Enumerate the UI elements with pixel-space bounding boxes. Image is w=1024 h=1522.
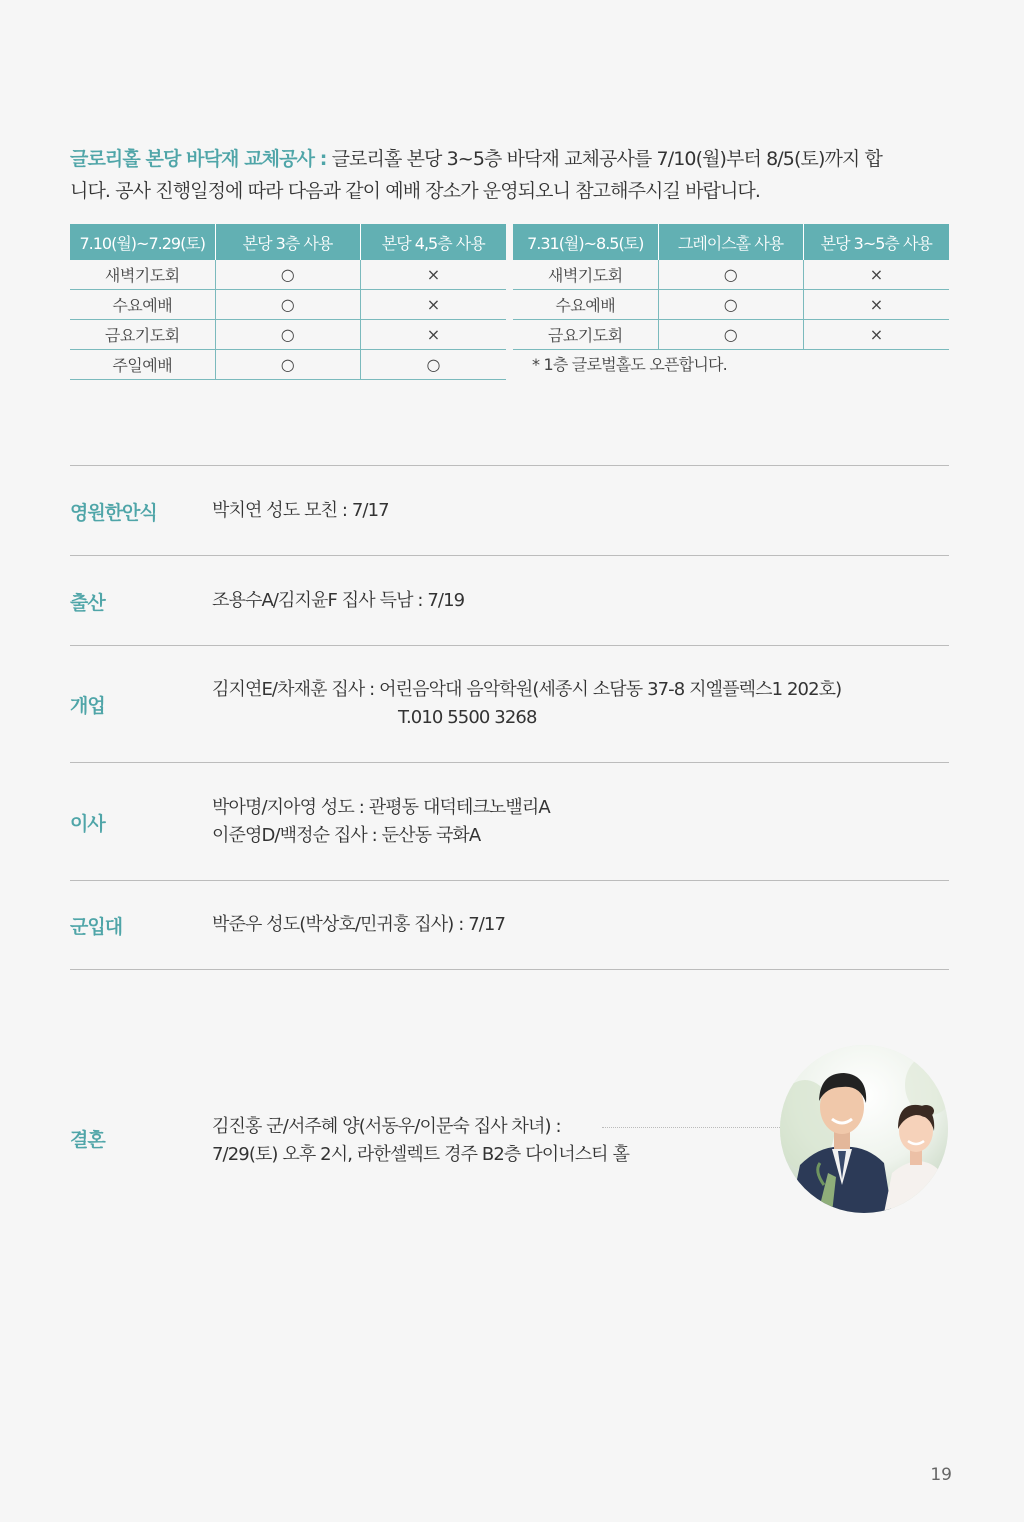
schedule-footnote: * 1층 글로벌홀도 오픈합니다.	[532, 355, 727, 374]
event-row-condolence	[70, 465, 949, 556]
availability-mark: ○	[215, 290, 360, 320]
column-header: 본당 3~5층 사용	[803, 224, 949, 260]
period-header: 7.31(월)~8.5(토)	[513, 224, 658, 260]
event-line: 김진홍 군/서주혜 양(서동우/이문숙 집사 차녀) :	[212, 1116, 561, 1137]
table-row	[513, 260, 949, 290]
column-header: 그레이스홀 사용	[658, 224, 803, 260]
availability-mark: ○	[658, 320, 803, 350]
table-row	[513, 290, 949, 320]
notice-line1: 글로리홀 본당 3~5층 바닥재 교체공사를 7/10(월)부터 8/5(토)까지 합	[326, 148, 882, 170]
event-content	[212, 587, 464, 615]
schedule-table-left	[70, 224, 506, 380]
event-row-moving	[70, 762, 949, 881]
schedule-header-row	[70, 224, 506, 260]
column-header: 본당 4,5층 사용	[360, 224, 506, 260]
event-row-enlistment	[70, 880, 949, 970]
couple-illustration	[780, 1045, 948, 1213]
period-header: 7.10(월)~7.29(토)	[70, 224, 215, 260]
event-content	[212, 676, 841, 732]
event-label: 군입대	[70, 916, 123, 938]
availability-mark: ○	[658, 290, 803, 320]
event-row-birth	[70, 555, 949, 646]
availability-mark: ○	[215, 320, 360, 350]
event-content	[212, 794, 550, 850]
service-name: 금요기도회	[70, 320, 215, 350]
wedding-couple-photo	[780, 1045, 948, 1213]
event-line: 김지연E/차재훈 집사 : 어린음악대 음악학원(세종시 소담동 37-8 지엘플렉스1 202호)	[212, 679, 842, 700]
event-label: 영원한안식	[70, 502, 157, 524]
table-row	[70, 290, 506, 320]
service-name: 새벽기도회	[70, 260, 215, 290]
notice-line2: 니다. 공사 진행일정에 따라 다음과 같이 예배 장소가 운영되오니 참고해주시길 바랍니다.	[70, 180, 761, 202]
event-content	[212, 1113, 629, 1169]
service-name: 금요기도회	[513, 320, 658, 350]
table-row	[70, 260, 506, 290]
table-row	[70, 350, 506, 380]
column-header: 본당 3층 사용	[215, 224, 360, 260]
event-content	[212, 911, 505, 939]
event-label: 개업	[70, 695, 105, 717]
schedule-table-right	[513, 224, 949, 350]
page-number: 19	[930, 1465, 952, 1485]
event-line: 박준우 성도(박상호/민귀홍 집사) : 7/17	[212, 914, 506, 935]
event-line: 이준영D/백정순 집사 : 둔산동 국화A	[212, 825, 481, 846]
availability-mark: ○	[360, 350, 506, 380]
schedule-header-row	[513, 224, 949, 260]
service-name: 수요예배	[513, 290, 658, 320]
event-content	[212, 497, 389, 525]
event-row-opening	[70, 645, 949, 763]
event-label: 결혼	[70, 1129, 105, 1151]
table-row	[70, 320, 506, 350]
availability-mark: ×	[360, 290, 506, 320]
notice-title: 글로리홀 본당 바닥재 교체공사 :	[70, 148, 327, 170]
availability-mark: ×	[360, 320, 506, 350]
dotted-leader	[602, 1127, 782, 1128]
service-name: 새벽기도회	[513, 260, 658, 290]
event-label: 출산	[70, 592, 105, 614]
service-name: 주일예배	[70, 350, 215, 380]
event-line: 박아명/지아영 성도 : 관평동 대덕테크노밸리A	[212, 797, 550, 818]
availability-mark: ○	[658, 260, 803, 290]
availability-mark: ×	[803, 260, 949, 290]
availability-mark: ○	[215, 350, 360, 380]
event-line: 7/29(토) 오후 2시, 라한셀렉트 경주 B2층 다이너스티 홀	[212, 1144, 629, 1165]
availability-mark: ×	[360, 260, 506, 290]
availability-mark: ×	[803, 320, 949, 350]
table-row	[513, 320, 949, 350]
event-line: 조용수A/김지윤F 집사 득남 : 7/19	[212, 590, 465, 611]
availability-mark: ○	[215, 260, 360, 290]
construction-notice	[70, 143, 950, 207]
service-name: 수요예배	[70, 290, 215, 320]
availability-mark: ×	[803, 290, 949, 320]
event-line: T.010 5500 3268	[398, 707, 537, 728]
event-label: 이사	[70, 813, 105, 835]
event-line: 박치연 성도 모친 : 7/17	[212, 500, 389, 521]
